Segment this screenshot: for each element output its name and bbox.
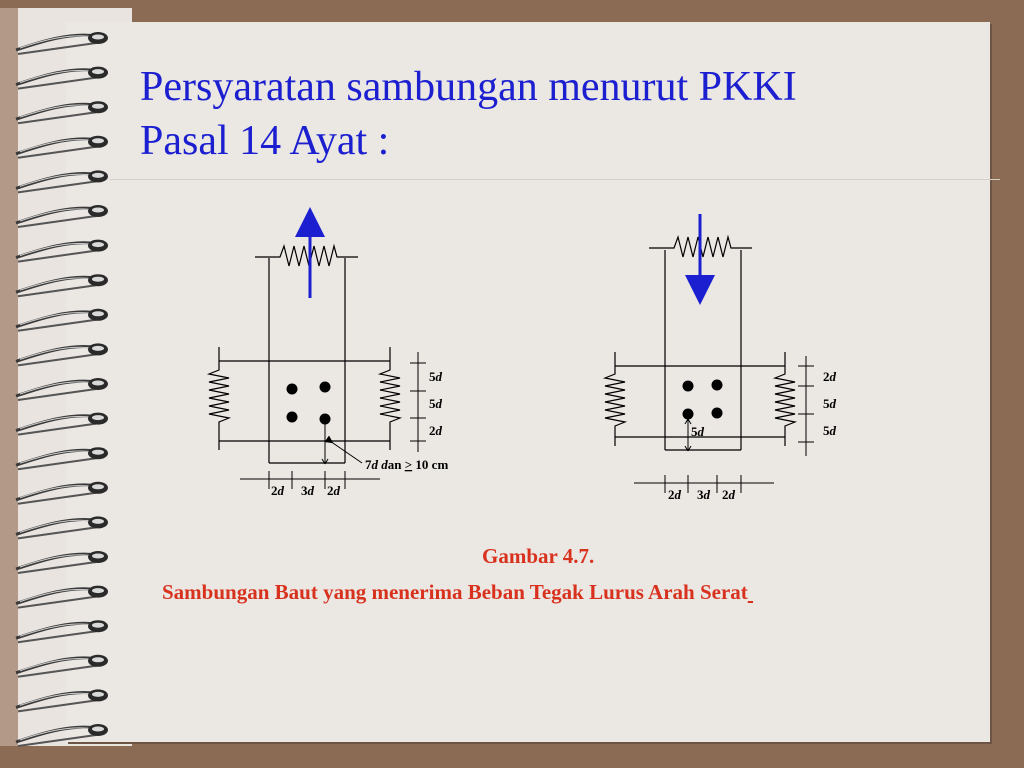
right-bottom-label-1: 2d — [668, 487, 681, 502]
figure-caption-underline — [748, 580, 753, 604]
left-side-label-3: 2d — [429, 423, 442, 438]
bolt — [683, 381, 694, 392]
right-bottom-label-2: 3d — [697, 487, 710, 502]
right-side-label-2: 5d — [823, 396, 836, 411]
right-side-label-1: 2d — [823, 369, 836, 384]
left-bottom-label-3: 2d — [327, 483, 340, 498]
figure-caption-text — [162, 580, 753, 605]
left-side-label-1: 5d — [429, 369, 442, 384]
title-line-2: Pasal 14 Ayat : — [140, 118, 390, 164]
bolt — [712, 408, 723, 419]
left-bottom-label-2: 3d — [301, 483, 314, 498]
right-bottom-label-3: 2d — [722, 487, 735, 502]
bolt — [683, 409, 694, 420]
bolt — [320, 382, 331, 393]
title-line-1: Persyaratan sambungan menurut PKKI — [140, 64, 797, 110]
bolt — [712, 380, 723, 391]
left-bottom-label-1: 2d — [271, 483, 284, 498]
figure-caption-main: Sambungan Baut yang menerima Beban Tegak Lurus Arah Serat — [162, 580, 748, 604]
left-edge-note: 7d dan > 10 cm — [365, 457, 449, 472]
right-inner-label: 5d — [691, 424, 704, 439]
bolt — [287, 412, 298, 423]
figure-caption-number: Gambar 4.7. — [482, 544, 595, 568]
left-diagram — [209, 222, 448, 498]
bolt — [287, 384, 298, 395]
left-side-label-2: 5d — [429, 396, 442, 411]
right-diagram — [605, 214, 837, 502]
right-side-label-3: 5d — [823, 423, 836, 438]
